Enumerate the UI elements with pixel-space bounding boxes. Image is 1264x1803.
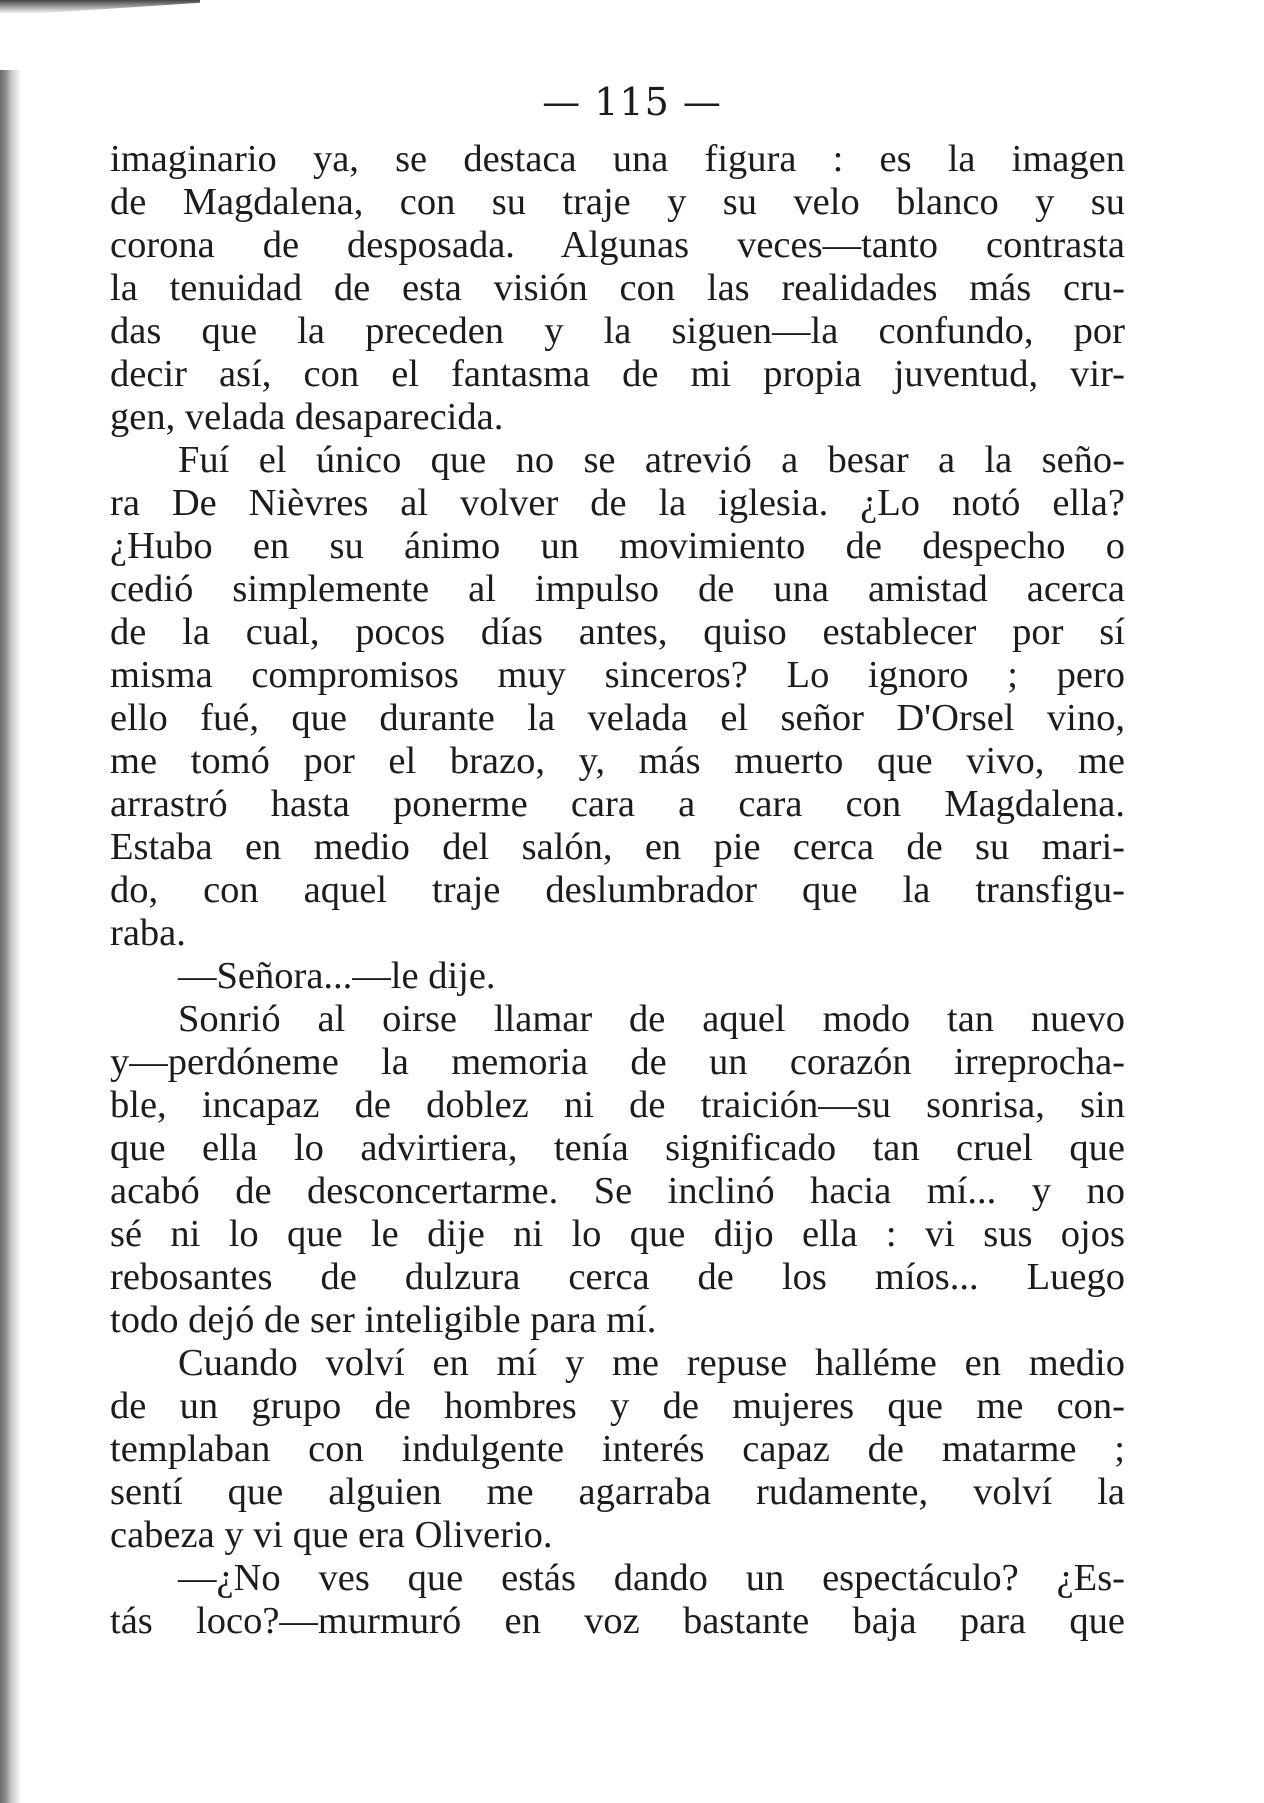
text-line: Cuando volví en mí y me repuse halléme en medio — [178, 1342, 1125, 1384]
text-line: —¿No ves que estás dando un espectáculo? ¿Es- — [178, 1557, 1125, 1599]
text-line: decir así, con el fantasma de mi propia juventud, vir- — [110, 353, 1125, 395]
text-line: misma compromisos muy sinceros? Lo ignoro ; pero — [110, 654, 1125, 696]
text-line: sentí que alguien me agarraba rudamente, volví la — [110, 1471, 1125, 1513]
text-line: cedió simplemente al impulso de una amistad acerca — [110, 568, 1125, 610]
scan-corner-mark — [0, 0, 200, 14]
page-number: — 115 — — [542, 80, 722, 124]
text-line: templaban con indulgente interés capaz de matarme ; — [110, 1428, 1125, 1470]
text-line: cabeza y vi que era Oliverio. — [110, 1514, 553, 1556]
text-line: do, con aquel traje deslumbrador que la transfigu- — [110, 869, 1125, 911]
text-line: acabó de desconcertarme. Se inclinó hacia mí... y no — [110, 1170, 1125, 1212]
text-line: y—perdóneme la memoria de un corazón irreprocha- — [110, 1041, 1125, 1083]
text-line: rebosantes de dulzura cerca de los míos... Luego — [110, 1256, 1125, 1298]
text-line: das que la preceden y la siguen—la confundo, por — [110, 310, 1125, 352]
text-line: tás loco?—murmuró en voz bastante baja para que — [110, 1600, 1125, 1642]
text-line: imaginario ya, se destaca una figura : es la imagen — [110, 138, 1125, 180]
text-line: me tomó por el brazo, y, más muerto que vivo, me — [110, 740, 1125, 782]
text-line: Sonrió al oirse llamar de aquel modo tan nuevo — [178, 998, 1125, 1040]
text-line: la tenuidad de esta visión con las realidades más cru- — [110, 267, 1125, 309]
text-line: corona de desposada. Algunas veces—tanto contrasta — [110, 224, 1125, 266]
text-line: ello fué, que durante la velada el señor D'Orsel vino, — [110, 697, 1125, 739]
text-line: de un grupo de hombres y de mujeres que me con- — [110, 1385, 1125, 1427]
text-line: —Señora...—le dije. — [178, 955, 496, 997]
text-line: arrastró hasta ponerme cara a cara con Magdalena. — [110, 783, 1125, 825]
text-line: todo dejó de ser inteligible para mí. — [110, 1299, 657, 1341]
text-line: ble, incapaz de doblez ni de traición—su sonrisa, sin — [110, 1084, 1125, 1126]
text-line: raba. — [110, 912, 186, 954]
text-line: gen, velada desaparecida. — [110, 396, 504, 438]
text-line: sé ni lo que le dije ni lo que dijo ella : vi sus ojos — [110, 1213, 1125, 1255]
text-line: Estaba en medio del salón, en pie cerca de su mari- — [110, 826, 1125, 868]
body-text — [110, 138, 1125, 1643]
text-line: Fuí el único que no se atrevió a besar a la seño- — [178, 439, 1125, 481]
text-line: ra De Nièvres al volver de la iglesia. ¿Lo notó ella? — [110, 482, 1125, 524]
page-binding-edge — [0, 70, 22, 1803]
text-line: de Magdalena, con su traje y su velo blanco y su — [110, 181, 1125, 223]
text-line: que ella lo advirtiera, tenía significado tan cruel que — [110, 1127, 1125, 1169]
text-line: ¿Hubo en su ánimo un movimiento de despecho o — [110, 525, 1125, 567]
text-line: de la cual, pocos días antes, quiso establecer por sí — [110, 611, 1125, 653]
